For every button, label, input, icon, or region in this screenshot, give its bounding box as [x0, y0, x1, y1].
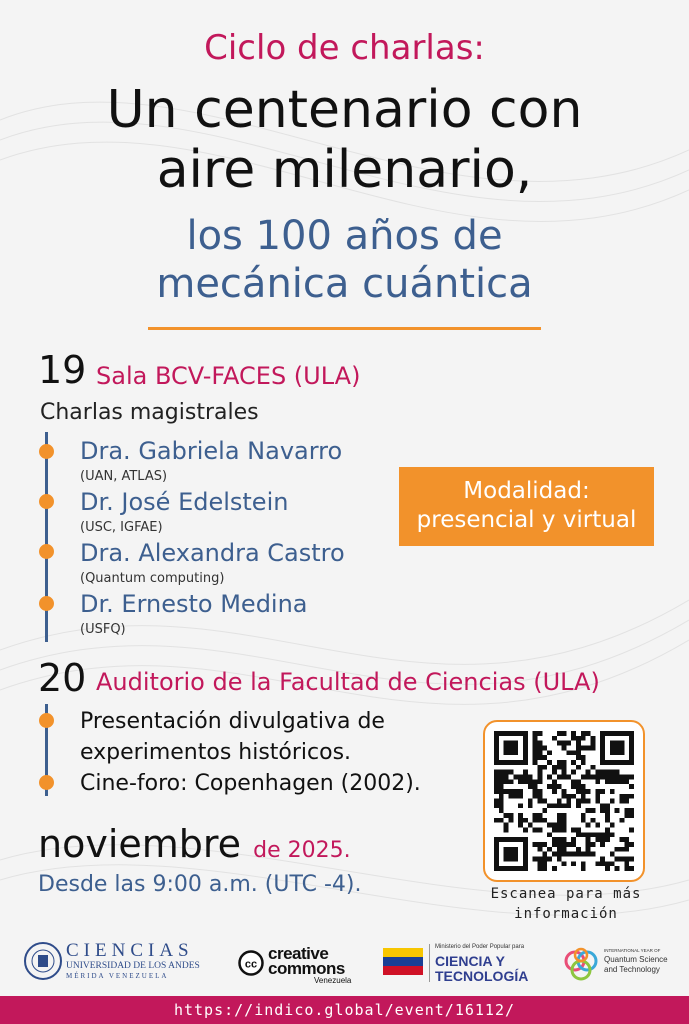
iyq-line2: Quantum Science: [604, 955, 668, 964]
day2-item-line: experimentos históricos.: [80, 740, 352, 765]
ula-seal-icon: [24, 940, 62, 982]
qr-code[interactable]: [494, 731, 634, 871]
venezuela-flag-icon: [383, 948, 423, 976]
ula-logo: [24, 940, 224, 984]
cc-line2: commons: [268, 959, 345, 978]
qr-code-frame[interactable]: [483, 720, 645, 882]
qr-caption: [466, 884, 666, 924]
ministry-logo: [383, 944, 548, 984]
timeline-dot: [39, 494, 54, 509]
day2-item-line: Presentación divulgativa de: [80, 709, 385, 734]
speaker-affiliation: (USFQ): [80, 622, 126, 637]
subtitle-line1: los 100 años de: [186, 213, 503, 259]
timeline-dot: [39, 596, 54, 611]
month-text: noviembre: [38, 822, 242, 866]
day2-number: 20: [38, 656, 87, 700]
year-text: de 2025.: [253, 838, 351, 863]
speaker-name: Dra. Alexandra Castro: [80, 539, 345, 567]
day1-venue: Sala BCV-FACES (ULA): [96, 362, 361, 390]
main-title: [0, 80, 689, 200]
day2-venue: Auditorio de la Facultad de Ciencias (ULA): [96, 668, 600, 696]
speaker-affiliation: (Quantum computing): [80, 571, 225, 586]
modality-line1: Modalidad:: [463, 478, 590, 504]
speaker-name: Dra. Gabriela Navarro: [80, 437, 343, 465]
ministry-line2: TECNOLOGÍA: [435, 968, 529, 984]
cc-icon: [238, 950, 264, 976]
footer-url[interactable]: https://indico.global/event/16112/: [0, 996, 689, 1024]
iyq-logo: [562, 944, 682, 984]
speaker-affiliation: (USC, IGFAE): [80, 520, 163, 535]
modality-badge: [399, 467, 654, 546]
timeline-dot: [39, 544, 54, 559]
main-title-line2: aire milenario,: [156, 140, 533, 200]
day2-item: [80, 706, 421, 799]
qr-caption-line1: Escanea para más: [490, 886, 642, 902]
ula-name: CIENCIAS: [66, 940, 194, 961]
ministry-line1: CIENCIA Y: [435, 953, 506, 969]
subtitle: [0, 212, 689, 308]
ula-subname: UNIVERSIDAD DE LOS ANDES: [66, 961, 200, 971]
cc-line1: creative: [268, 944, 329, 963]
iyq-line3: and Technology: [604, 965, 660, 974]
cc-line3: Venezuela: [314, 976, 352, 985]
speaker-name: Dr. José Edelstein: [80, 488, 289, 516]
subtitle-line2: mecánica cuántica: [156, 261, 533, 307]
ministry-separator: [429, 944, 430, 982]
iyq-rings-icon: [562, 946, 600, 982]
iyq-line1: INTERNATIONAL YEAR OF: [604, 948, 661, 953]
timeline-dot: [39, 713, 54, 728]
series-title: Ciclo de charlas:: [204, 28, 485, 68]
svg-text:cc: cc: [244, 958, 258, 971]
day1-section: Charlas magistrales: [40, 400, 259, 425]
day2-item-line: Cine-foro: Copenhagen (2002).: [80, 771, 421, 796]
ministry-small: Ministerio del Poder Popular para: [435, 944, 525, 950]
modality-line2: presencial y virtual: [416, 507, 637, 533]
qr-caption-line2: información: [514, 906, 618, 922]
day1-number: 19: [38, 348, 87, 392]
ula-city: MÉRIDA VENEZUELA: [66, 972, 169, 980]
event-time: Desde las 9:00 a.m. (UTC -4).: [38, 872, 362, 897]
creative-commons-logo: [238, 944, 368, 984]
main-title-line1: Un centenario con: [106, 80, 583, 140]
speaker-affiliation: (UAN, ATLAS): [80, 469, 168, 484]
timeline-dot: [39, 775, 54, 790]
timeline-dot: [39, 444, 54, 459]
speaker-name: Dr. Ernesto Medina: [80, 590, 308, 618]
divider: [148, 327, 541, 330]
event-month: [38, 822, 351, 866]
